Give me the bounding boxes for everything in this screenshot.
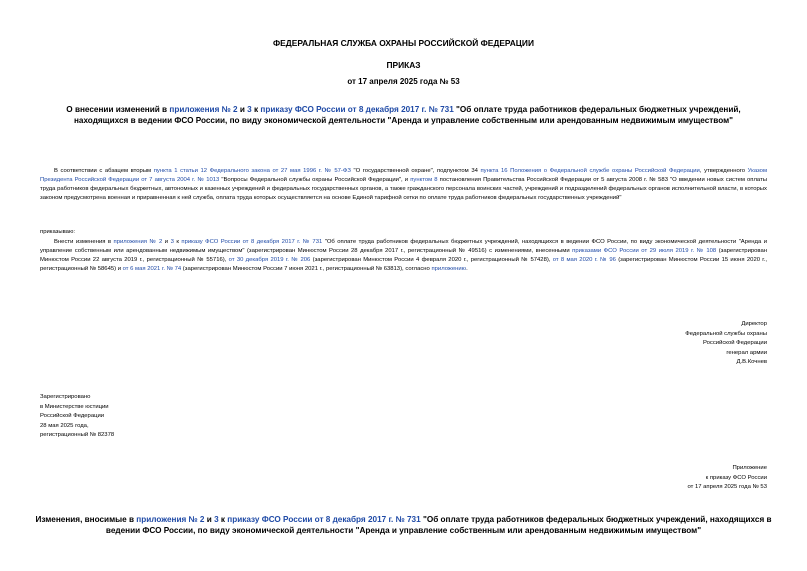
- appendix-block: [687, 464, 767, 493]
- preamble-text: "О государственной охране", подпунктом 34: [350, 168, 481, 174]
- preamble-paragraph: [40, 167, 767, 203]
- doc-type-heading: ПРИКАЗ: [386, 60, 421, 70]
- body-text: (зарегистрирован Минюстом России 4 февраля 2020 г., регистрационный № 57428),: [310, 257, 553, 263]
- preamble-text: "Вопросы Федеральной службы охраны Российской Федерации", и: [219, 177, 411, 183]
- signature-line: генерал армии: [726, 349, 767, 356]
- body-text: к: [173, 239, 182, 245]
- appendix-line: от 17 апреля 2025 года № 53: [687, 484, 767, 490]
- registration-block: [40, 393, 114, 441]
- appendix-title-text: Изменения, вносимые в: [35, 515, 137, 524]
- preamble-text: В соответствии с абзацем вторым: [54, 168, 154, 174]
- link-order-731[interactable]: приказу ФСО России от 8 декабря 2017 г. № 731: [227, 515, 421, 524]
- body-text: (зарегистрирован Минюстом России 15 июня 2020 г., регистрационный № 58645) и: [40, 257, 767, 272]
- link-federal-law-57[interactable]: пункта 1 статьи 12 Федерального закона от 27 мая 1996 г. № 57-ФЗ: [153, 168, 351, 174]
- order-date-number: от 17 апреля 2025 года № 53: [347, 77, 460, 86]
- signature-line: Федеральной службы охраны: [685, 330, 767, 337]
- link-appendix-2[interactable]: приложения № 2: [169, 105, 238, 114]
- appendix-title-text: и: [204, 515, 215, 524]
- body-text: (зарегистрирован Минюстом России 7 июня 2021 г., регистрационный № 63813), согласно: [181, 266, 432, 272]
- title-text: к: [251, 105, 261, 114]
- title-text: О внесении изменений в: [66, 105, 170, 114]
- appendix-title: [25, 514, 782, 536]
- order-title: [50, 104, 757, 126]
- link-order-731[interactable]: приказу ФСО России от 8 декабря 2017 г. № 731: [181, 239, 323, 245]
- appendix-title-text: к: [218, 515, 228, 524]
- link-fso-regulation[interactable]: пункта 16 Положения о Федеральной службе охраны Российской Федерации: [480, 168, 700, 174]
- link-point-8[interactable]: пунктом 8: [410, 177, 438, 183]
- appendix-line: Приложение: [732, 465, 767, 471]
- link-appendix-3[interactable]: 3: [214, 515, 219, 524]
- signature-name: Д.В.Кочнев: [736, 359, 767, 365]
- registration-line: Российской Федерации: [40, 413, 105, 419]
- order-body-paragraph: [40, 238, 767, 274]
- link-appendix-2[interactable]: приложения № 2: [136, 515, 205, 524]
- appendix-title-text: "Об оплате труда работников федеральных бюджетных учреждений, находящихся в ведении ФСО России, по виду экономической деятельности "Аренда и управление собственным или арендованным недвижимым имуществом": [105, 515, 772, 535]
- link-appendix-3[interactable]: 3: [247, 105, 252, 114]
- agency-heading: ФЕДЕРАЛЬНАЯ СЛУЖБА ОХРАНЫ РОССИЙСКОЙ ФЕДЕРАЦИИ: [273, 38, 534, 48]
- link-appendix-2[interactable]: приложения № 2: [113, 239, 163, 245]
- appendix-line: к приказу ФСО России: [705, 474, 767, 481]
- title-text: и: [237, 105, 248, 114]
- body-text: (зарегистрирован Минюстом России 22 августа 2019 г., регистрационный № 55716),: [40, 248, 768, 263]
- orders-word: приказываю:: [40, 229, 76, 235]
- registration-line: регистрационный № 82378: [40, 432, 115, 438]
- body-text: Внести изменения в: [54, 239, 114, 245]
- link-order-96[interactable]: от 8 мая 2020 г. № 96: [552, 257, 616, 263]
- registration-line: 28 мая 2025 года,: [40, 422, 89, 429]
- signature-block: [685, 320, 767, 368]
- link-order-74[interactable]: от 6 мая 2021 г. № 74: [122, 266, 182, 272]
- link-presidential-decree[interactable]: Указом Президента Российской Федерации от 7 августа 2004 г. № 1013: [40, 168, 768, 183]
- link-appendix[interactable]: приложению: [431, 266, 467, 272]
- link-appendix-3[interactable]: 3: [170, 239, 174, 245]
- registration-line: Зарегистрировано: [40, 394, 91, 400]
- body-text: и: [162, 239, 171, 245]
- body-text: "Об оплате труда работников федеральных бюджетных учреждений, находящихся в ведении ФСО России, по виду экономической деятельности "Аренда и управление собственным или арендованным недвижимым имуществом" (зарегистрирован Минюстом России 28 декабря 2017 г., регистрационный № 49516) с изменениями, внесенными: [40, 239, 767, 254]
- body-text: .: [466, 266, 468, 272]
- link-order-731[interactable]: приказу ФСО России от 8 декабря 2017 г. № 731: [260, 105, 454, 114]
- registration-line: в Министерстве юстиции: [40, 403, 109, 410]
- signature-line: Директор: [741, 321, 767, 327]
- signature-line: Российской Федерации: [702, 340, 767, 346]
- link-order-108[interactable]: приказами ФСО России от 29 июля 2019 г. № 108: [572, 248, 717, 254]
- preamble-text: , утвержденного: [699, 168, 748, 174]
- link-order-206[interactable]: от 30 декабря 2019 г. № 206: [228, 257, 311, 263]
- preamble-text: постановления Правительства Российской Федерации от 5 августа 2008 г. № 583 "О введении новых систем оплаты труда работников федеральных бюджетных, автономных и казенных учреждений и федеральных государственных органов, а также гражданского персонала воинских частей, учреждений и подразделений федеральных органов исполнительной власти, в которых законом предусмотрена военная и приравненная к ней служба, оплата труда которых осуществляется на основе Единой тарифной сетки по оплате труда работников федеральных государственных учреждений": [40, 177, 768, 201]
- title-text: "Об оплате труда работников федеральных бюджетных учреждений, находящихся в ведении ФСО России, по виду экономической деятельности "Аренда и управление собственным или арендованным недвижимым имуществом": [73, 105, 741, 125]
